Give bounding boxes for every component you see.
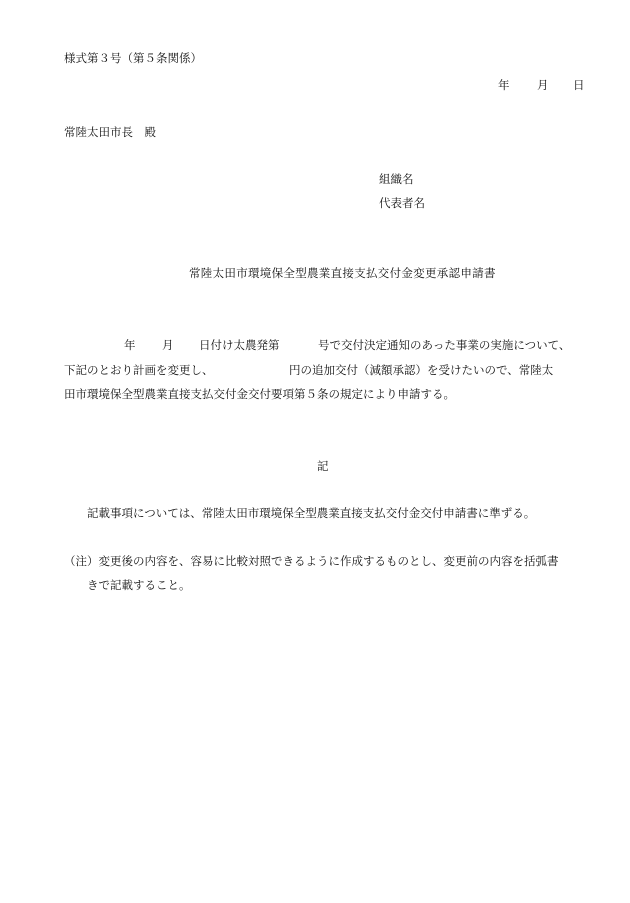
body-month-label: 月 xyxy=(162,338,174,352)
organization-label: 組織名 xyxy=(379,172,414,186)
body-line2-start: 下記のとおり計画を変更し、 xyxy=(64,363,214,377)
note-line1: （注）変更後の内容を、容易に比較対照できるように作成するものとし、変更前の内容を括弧書 xyxy=(64,554,559,568)
body-line3: 田市環境保全型農業直接支払交付金交付要項第５条の規定により申請する。 xyxy=(64,387,455,401)
date-month-label: 月 xyxy=(537,78,549,92)
date-day-label: 日 xyxy=(573,78,585,92)
body-year-label: 年 xyxy=(124,338,136,352)
document-title: 常陸太田市環境保全型農業直接支払交付金変更承認申請書 xyxy=(189,266,496,280)
ki-heading: 記 xyxy=(317,459,329,473)
date-year-label: 年 xyxy=(498,78,510,92)
statement: 記載事項については、常陸太田市環境保全型農業直接支払交付金交付申請書に準ずる。 xyxy=(87,506,536,520)
representative-label: 代表者名 xyxy=(379,196,425,210)
form-number: 様式第３号（第５条関係） xyxy=(64,51,202,65)
body-line2-rest: 円の追加交付（減額承認）を受けたいので、常陸太 xyxy=(289,363,554,377)
note-line2: きで記載すること。 xyxy=(87,578,191,592)
body-day-ref: 日付け太農発第 xyxy=(199,338,280,352)
body-line1-rest: 号で交付決定通知のあった事業の実施について、 xyxy=(318,338,571,352)
addressee: 常陸太田市長 殿 xyxy=(64,125,156,139)
